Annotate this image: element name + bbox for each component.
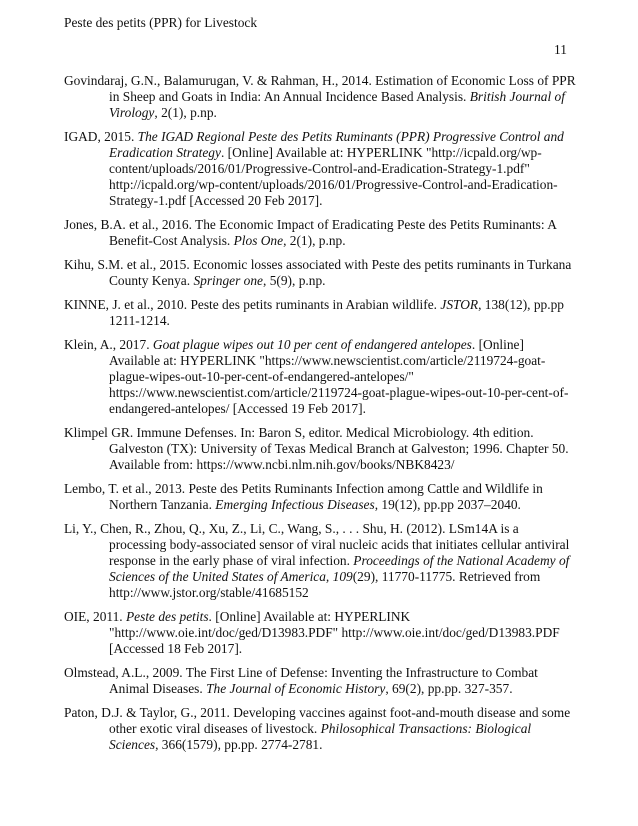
reference-entry: Klimpel GR. Immune Defenses. In: Baron S, editor. Medical Microbiology. 4th edition. Galveston (TX): University of Texas Medical Branch at Galveston; 1996. Chapter 50. Available from: https://www.ncbi.nlm.nih.gov/books/NBK8423/	[64, 425, 569, 472]
running-header: Peste des petits (PPR) for Livestock	[64, 15, 258, 30]
reference-entry: Lembo, T. et al., 2013. Peste des Petits Ruminants Infection among Cattle and Wildlife in Northern Tanzania. Emerging Infectious Diseases, 19(12), pp.pp 2037–2040.	[64, 481, 543, 512]
reference-entry: Klein, A., 2017. Goat plague wipes out 10 per cent of endangered antelopes. [Online] Available at: HYPERLINK "https://www.newscientist.com/article/2119724-goat-plague-wipes-out-10-per-cent-of-endangered-antelopes/" https://www.newscientist.com/article/2119724-goat-plague-wipes-out-10-per-cent-of-endangered-antelopes/ [Accessed 19 Feb 2017].	[64, 337, 569, 416]
reference-entry: Govindaraj, G.N., Balamurugan, V. & Rahman, H., 2014. Estimation of Economic Loss of PPR in Sheep and Goats in India: An Annual Incidence Based Analysis. British Journal of Virology, 2(1), p.np.	[64, 73, 576, 120]
reference-entry: Kihu, S.M. et al., 2015. Economic losses associated with Peste des petits ruminants in Turkana County Kenya. Springer one, 5(9), p.np.	[64, 257, 572, 288]
reference-entry: OIE, 2011. Peste des petits. [Online] Available at: HYPERLINK "http://www.oie.int/doc/ged/D13983.PDF" http://www.oie.int/doc/ged/D13983.PDF [Accessed 18 Feb 2017].	[64, 609, 560, 656]
reference-list	[64, 73, 576, 761]
reference-entry: Paton, D.J. & Taylor, G., 2011. Developing vaccines against foot-and-mouth disease and some other exotic viral diseases of livestock. Philosophical Transactions: Biological Sciences, 366(1579), pp.pp. 2774-2781.	[64, 705, 571, 752]
reference-entry: KINNE, J. et al., 2010. Peste des petits ruminants in Arabian wildlife. JSTOR, 138(12), pp.pp 1211-1214.	[64, 297, 564, 328]
reference-entry: IGAD, 2015. The IGAD Regional Peste des Petits Ruminants (PPR) Progressive Control and Eradication Strategy. [Online] Available at: HYPERLINK "http://icpald.org/wp-content/uploads/2016/01/Progressive-Control-and-Eradication-Strategy-1.pdf" http://icpald.org/wp-content/uploads/2016/01/Progressive-Control-and-Eradication-Strategy-1.pdf [Accessed 20 Feb 2017].	[64, 129, 564, 208]
reference-entry: Li, Y., Chen, R., Zhou, Q., Xu, Z., Li, C., Wang, S., . . . Shu, H. (2012). LSm14A is a processing body-associated sensor of viral nucleic acids that initiates cellular antiviral response in the early phase of viral infection. Proceedings of the National Academy of Sciences of the United States of America, 109(29), 11770-11775. Retrieved from http://www.jstor.org/stable/41685152	[64, 521, 570, 600]
reference-entry: Jones, B.A. et al., 2016. The Economic Impact of Eradicating Peste des Petits Ruminants: A Benefit-Cost Analysis. Plos One, 2(1), p.np.	[64, 217, 557, 248]
reference-entry: Olmstead, A.L., 2009. The First Line of Defense: Inventing the Infrastructure to Combat Animal Diseases. The Journal of Economic History, 69(2), pp.pp. 327-357.	[64, 665, 538, 696]
page-number: 11	[554, 42, 567, 57]
